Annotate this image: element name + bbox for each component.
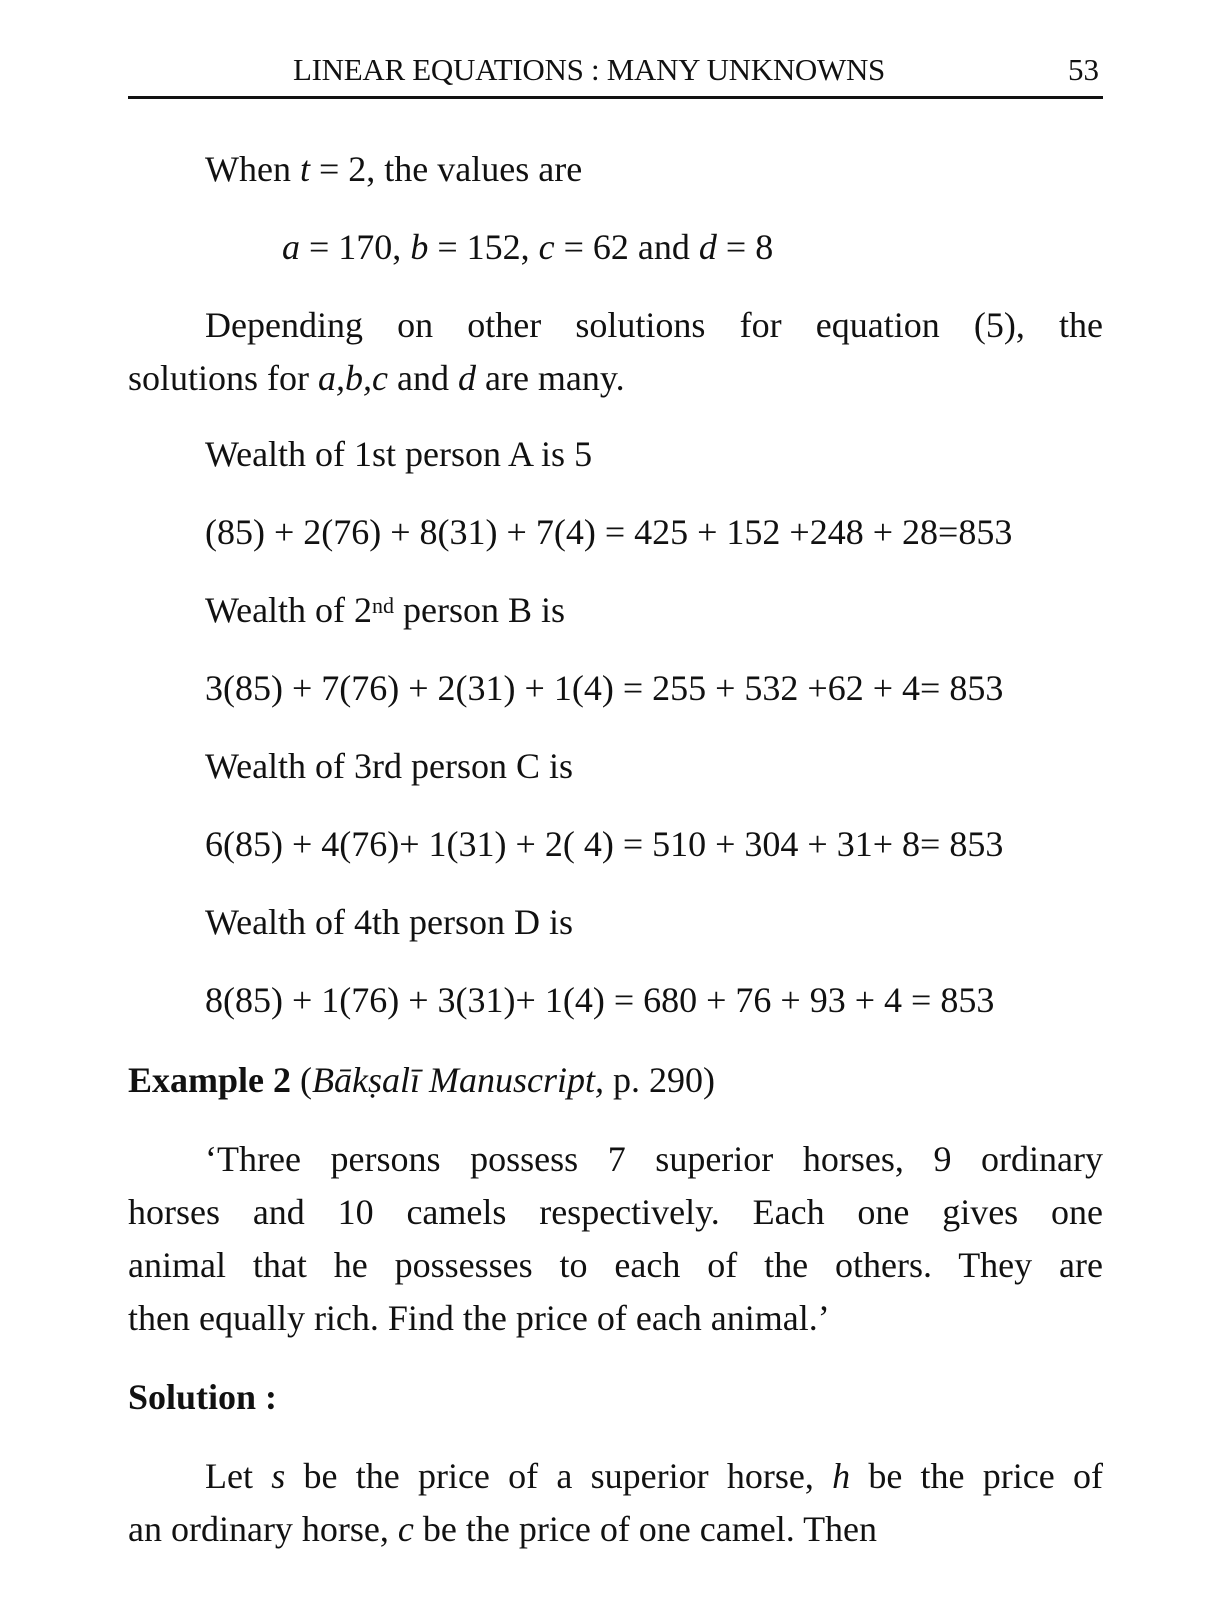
quote-line-2: horses and 10 camels respectively. Each one gives one <box>128 1192 1103 1232</box>
wealth-a-label: Wealth of 1st person A is 5 <box>205 434 593 474</box>
quote-line-3: animal that he possesses to each of the others. They are <box>128 1245 1103 1285</box>
wealth-c-label: Wealth of 3rd person C is <box>205 746 574 786</box>
wealth-d-label: Wealth of 4th person D is <box>205 902 574 942</box>
wealth-c-equation: 6(85) + 4(76)+ 1(31) + 2( 4) = 510 + 304 + 31+ 8= 853 <box>205 824 1004 864</box>
page-number: 53 <box>1068 52 1099 87</box>
running-title: LINEAR EQUATIONS : MANY UNKNOWNS <box>293 52 885 87</box>
depending-line-1: Depending on other solutions for equation (5), the <box>205 305 1103 345</box>
var-t: t <box>299 149 310 189</box>
let-line-1: Let s be the price of a superior horse, h be the price of <box>205 1456 1103 1496</box>
wealth-b-equation: 3(85) + 7(76) + 2(31) + 1(4) = 255 + 532 +62 + 4= 853 <box>205 668 1004 708</box>
when-t-line: When t = 2, the values are <box>205 149 583 189</box>
let-line-2: an ordinary horse, c be the price of one camel. Then <box>128 1509 878 1549</box>
quote-line-4: then equally rich. Find the price of each animal.’ <box>128 1298 830 1338</box>
depending-line-2: solutions for a,b,c and d are many. <box>128 358 625 398</box>
wealth-b-label: Wealth of 2nd person B is <box>205 590 566 630</box>
solution-heading: Solution : <box>128 1377 278 1417</box>
example-heading: Example 2 (Bākṣalī Manuscript, p. 290) <box>128 1060 715 1100</box>
wealth-d-equation: 8(85) + 1(76) + 3(31)+ 1(4) = 680 + 76 + 93 + 4 = 853 <box>205 980 995 1020</box>
quote-line-1: ‘Three persons possess 7 superior horses, 9 ordinary <box>205 1139 1103 1179</box>
values-equation: a = 170, b = 152, c = 62 and d = 8 <box>282 227 774 267</box>
wealth-a-equation: (85) + 2(76) + 8(31) + 7(4) = 425 + 152 +248 + 28=853 <box>205 512 1013 552</box>
page-header <box>128 48 1103 99</box>
